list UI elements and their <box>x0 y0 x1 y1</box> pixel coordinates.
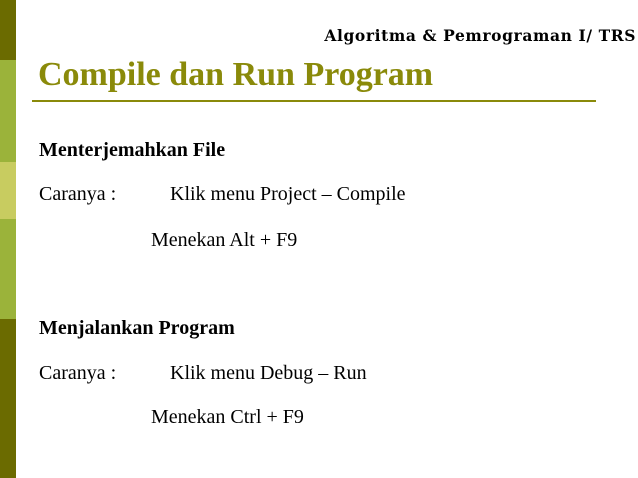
section-label-compile: Caranya : <box>39 183 117 205</box>
section-step-run-shortcut: Menekan Ctrl + F9 <box>151 406 304 428</box>
side-bar-segment-green-lower <box>0 219 16 319</box>
section-heading-compile: Menterjemahkan File <box>39 139 226 161</box>
side-bar-segment-green <box>0 60 16 162</box>
side-accent-bar <box>0 0 16 478</box>
section-label-run: Caranya : <box>39 362 117 384</box>
section-step-compile-shortcut: Menekan Alt + F9 <box>151 229 298 251</box>
side-bar-segment-olive-bottom <box>0 319 16 478</box>
course-header: Algoritma & Pemrograman I/ TRS <box>324 26 636 45</box>
title-underline <box>32 100 596 102</box>
section-heading-run: Menjalankan Program <box>39 317 235 339</box>
slide-title: Compile dan Run Program <box>38 56 434 93</box>
section-step-run-menu: Klik menu Debug – Run <box>170 362 367 384</box>
side-bar-segment-light <box>0 162 16 219</box>
section-step-compile-menu: Klik menu Project – Compile <box>170 183 406 205</box>
side-bar-segment-olive-top <box>0 0 16 60</box>
